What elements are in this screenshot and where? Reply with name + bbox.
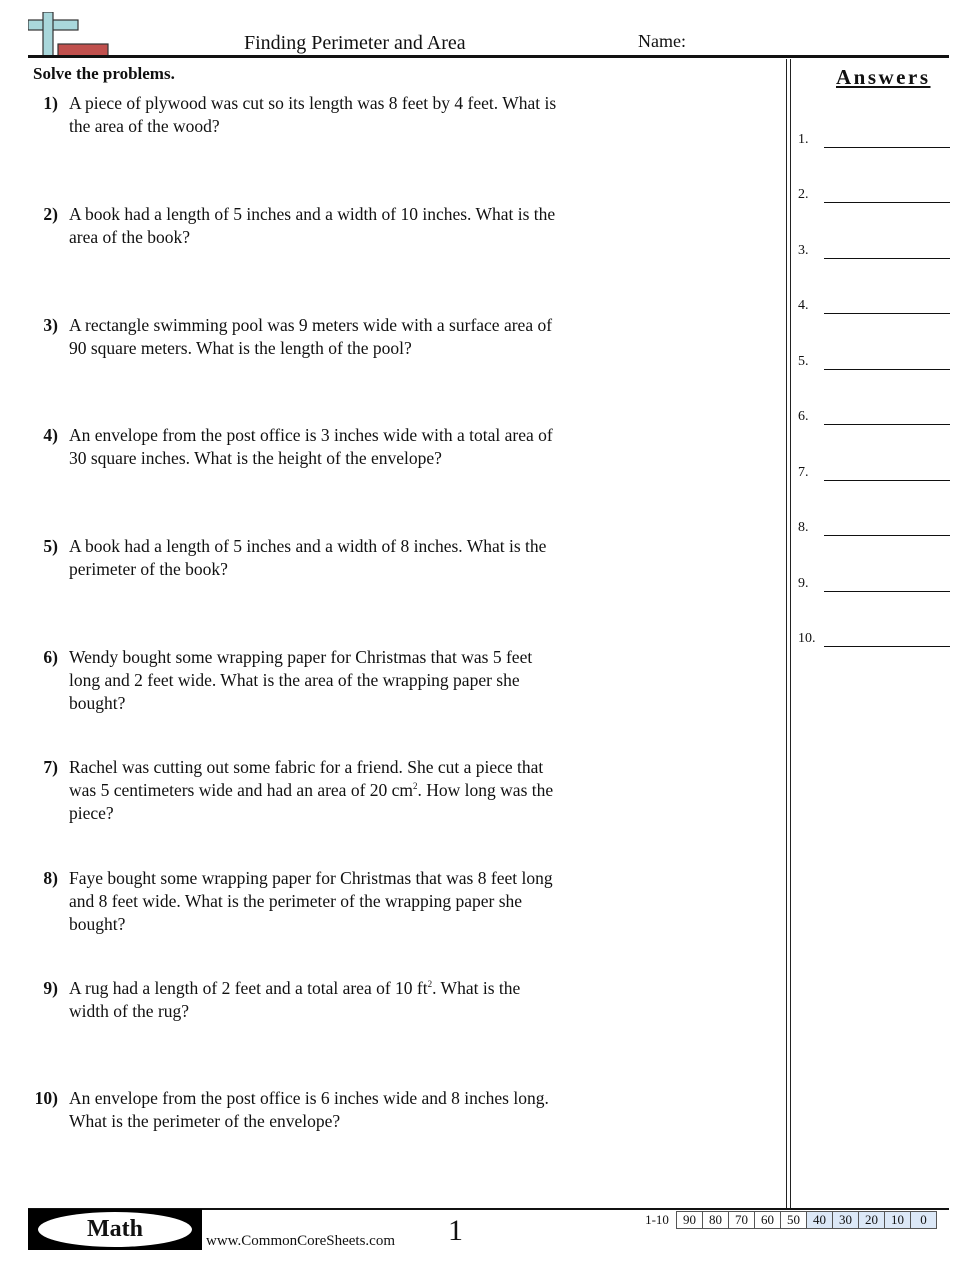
subject-label: Math [38,1212,192,1247]
answer-line-7[interactable] [798,463,950,481]
problem-number: 6) [43,647,58,667]
answer-line-1[interactable] [798,130,950,148]
answer-blank [824,313,950,315]
superscript: 2 [427,979,433,989]
problem-number: 2) [43,204,58,224]
answer-label: 6. [798,409,809,424]
answer-label: 10. [798,631,816,646]
subject-badge [28,1209,202,1250]
answer-blank [824,369,950,371]
score-cell: 20 [859,1212,885,1229]
problem-text: A book had a length of 5 inches and a width of 8 inches. What is the perimeter of the book? [69,536,547,579]
score-cell: 50 [781,1212,807,1229]
problem-number: 9) [43,978,58,998]
problem-text-part: . What is the width of the rug? [69,978,521,1021]
answer-label: 9. [798,576,809,591]
answer-blank [824,535,950,537]
problem-text: Wendy bought some wrapping paper for Christmas that was 5 feet long and 2 feet wide. What is the area of the wrapping paper she bought? [69,647,533,713]
answer-line-6[interactable] [798,407,950,425]
answer-blank [824,202,950,204]
problem-text: An envelope from the post office is 3 inches wide with a total area of 30 square inches. What is the height of the envelope? [69,425,553,468]
answer-line-2[interactable] [798,185,950,203]
answer-label: 7. [798,465,809,480]
logo-icon [28,12,110,58]
answer-label: 5. [798,354,809,369]
answer-label: 3. [798,243,809,258]
score-table [638,1211,937,1229]
score-cell: 10 [885,1212,911,1229]
problem-text: Faye bought some wrapping paper for Christmas that was 8 feet long and 8 feet wide. What is the perimeter of the wrapping paper she bought? [69,868,553,934]
answer-blank [824,424,950,426]
column-divider [786,59,787,1209]
problem-number: 7) [43,757,58,777]
answer-line-3[interactable] [798,241,950,259]
score-range: 1-10 [645,1212,669,1227]
problem-text-part: Rachel was cutting out some fabric for a friend. She cut a piece that was 5 centimeters wide and had an area of 20 cm [69,757,544,800]
name-label: Name: [638,31,686,51]
answer-blank [824,147,950,149]
problem-number: 10) [34,1088,58,1108]
site-url: www.CommonCoreSheets.com [206,1233,396,1249]
problem-text-part: . How long was the piece? [69,780,554,823]
answer-label: 1. [798,132,809,147]
problem-text: A rectangle swimming pool was 9 meters wide with a surface area of 90 square meters. What is the length of the pool? [69,315,553,358]
problem-number: 4) [43,425,58,445]
problem-text [69,756,559,825]
score-cell: 70 [729,1212,755,1229]
problem-text: A book had a length of 5 inches and a width of 10 inches. What is the area of the book? [69,204,556,247]
answer-label: 4. [798,298,809,313]
problem-number: 8) [43,868,58,888]
worksheet-title: Finding Perimeter and Area [244,32,466,54]
answer-blank [824,646,950,648]
instructions: Solve the problems. [33,64,175,83]
score-cell: 80 [703,1212,729,1229]
score-cell: 40 [807,1212,833,1229]
problem-number: 3) [43,315,58,335]
answer-blank [824,258,950,260]
problem-number: 5) [43,536,58,556]
score-cell: 30 [833,1212,859,1229]
answer-line-5[interactable] [798,352,950,370]
problem-text: A piece of plywood was cut so its length was 8 feet by 4 feet. What is the area of the wood? [69,93,557,136]
answer-line-10[interactable] [798,629,950,647]
problem-text-part: A rug had a length of 2 feet and a total area of 10 ft [69,978,428,998]
answer-line-8[interactable] [798,518,950,536]
score-cell: 90 [677,1212,703,1229]
problem-number: 1) [43,93,58,113]
answers-title: Answers [836,65,931,89]
answer-label: 8. [798,520,809,535]
problem-text: An envelope from the post office is 6 inches wide and 8 inches long. What is the perimeter of the envelope? [69,1088,549,1131]
answer-label: 2. [798,187,809,202]
answer-blank [824,480,950,482]
page-number: 1 [448,1214,463,1247]
answer-line-4[interactable] [798,296,950,314]
answer-blank [824,591,950,593]
score-cell: 60 [755,1212,781,1229]
header-rule [28,55,949,58]
column-divider [790,59,791,1209]
superscript: 2 [413,781,418,791]
problem-text [69,977,559,1023]
answer-line-9[interactable] [798,574,950,592]
score-cell: 0 [911,1212,937,1229]
